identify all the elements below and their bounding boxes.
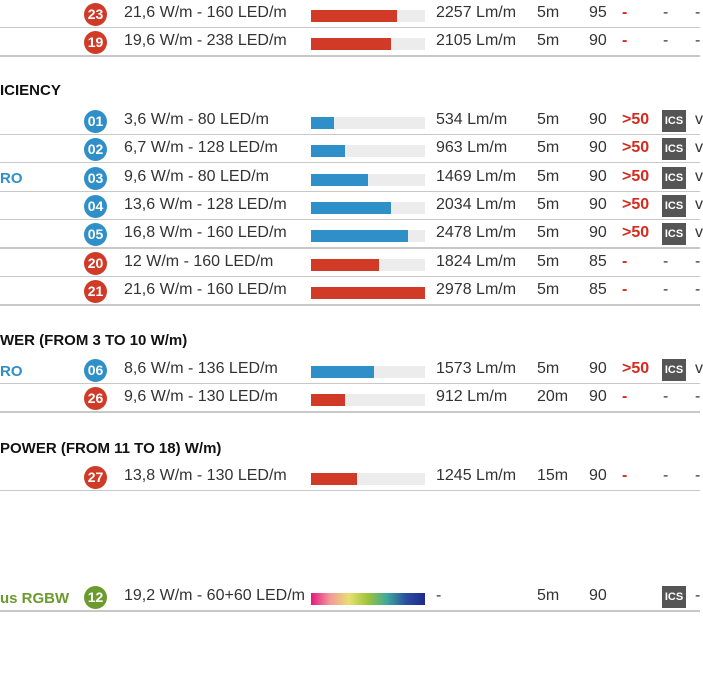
extra-column-value: - [695,388,701,405]
divider [0,56,700,57]
reel-length: 5m [537,360,560,377]
side-label-ro: RO [0,363,23,380]
luminous-flux-bar-fill [311,593,425,605]
luminous-flux-bar-fill [311,366,374,378]
row-divider [0,304,700,305]
reel-length: 5m [537,111,560,128]
extra-column-value: - [695,32,701,49]
divider [0,611,700,612]
extra-column-value: - [695,281,701,298]
reel-length: 5m [537,32,560,49]
power-spec: 21,6 W/m - 160 LED/m [124,4,287,21]
table-row [0,220,703,248]
luminous-flux-bar [311,174,425,186]
table-row [0,28,700,56]
lifetime-value: >50 [622,168,650,185]
cri-value: 90 [589,168,607,185]
reel-length: 5m [537,253,560,270]
power-spec: 3,6 W/m - 80 LED/m [124,111,269,128]
lifetime-value: - [622,281,628,298]
divider [0,412,700,413]
power-spec: 13,8 W/m - 130 LED/m [124,467,287,484]
extra-column-value: v [695,139,703,156]
row-divider [0,55,700,56]
luminous-flux-bar-fill [311,38,391,50]
luminous-flux-bar [311,473,425,485]
table-row [0,463,700,491]
lifetime-value: >50 [622,111,650,128]
product-number-badge: 12 [84,586,107,609]
table-row [0,356,703,384]
cri-value: 90 [589,224,607,241]
power-spec: 19,6 W/m - 238 LED/m [124,32,287,49]
extra-column-value: v [695,224,703,241]
extra-column-value: v [695,360,703,377]
reel-length: 5m [537,4,560,21]
lumens-value: 2105 Lm/m [436,32,517,49]
lifetime-value: - [622,4,628,21]
table-row [0,583,700,611]
luminous-flux-bar-fill [311,230,408,242]
row-divider [0,247,700,248]
reel-length: 5m [537,139,560,156]
product-number-badge: 03 [84,167,107,190]
lumens-value: 2978 Lm/m [436,281,517,298]
table-row [0,135,703,163]
cri-value: 85 [589,253,607,270]
luminous-flux-bar-fill [311,145,345,157]
extra-column-value: v [695,196,703,213]
ics-empty: - [663,388,669,405]
reel-length: 5m [537,224,560,241]
section-heading-efficiency: ICIENCY [0,82,61,99]
luminous-flux-bar-fill [311,10,397,22]
luminous-flux-bar [311,366,425,378]
luminous-flux-bar-fill [311,287,425,299]
power-spec: 19,2 W/m - 60+60 LED/m [124,587,305,604]
lifetime-value: >50 [622,224,650,241]
power-spec: 16,8 W/m - 160 LED/m [124,224,287,241]
lifetime-value: - [622,467,628,484]
ics-badge: ICS [662,359,686,381]
product-number-badge: 27 [84,466,107,489]
product-number-badge: 05 [84,223,107,246]
lifetime-value: - [622,253,628,270]
ics-badge: ICS [662,195,686,217]
extra-column-value: - [695,467,701,484]
lumens-value: 1573 Lm/m [436,360,517,377]
product-number-badge: 19 [84,31,107,54]
section-heading-power-3-10: WER (FROM 3 TO 10 W/m) [0,332,188,349]
luminous-flux-bar [311,38,425,50]
lumens-value: 2257 Lm/m [436,4,517,21]
divider [0,305,700,306]
product-number-badge: 01 [84,110,107,133]
extra-column-value: - [695,253,701,270]
luminous-flux-bar [311,394,425,406]
luminous-flux-bar [311,117,425,129]
lifetime-value: >50 [622,196,650,213]
ics-badge: ICS [662,167,686,189]
cri-value: 90 [589,360,607,377]
luminous-flux-bar-fill [311,202,391,214]
product-number-badge: 23 [84,3,107,26]
lumens-value: - [436,587,442,604]
lumens-value: 912 Lm/m [436,388,508,405]
power-spec: 12 W/m - 160 LED/m [124,253,274,270]
cri-value: 90 [589,587,607,604]
lifetime-value: >50 [622,139,650,156]
cri-value: 90 [589,196,607,213]
reel-length: 5m [537,587,560,604]
table-row [0,192,703,220]
table-row [0,107,703,135]
lumens-value: 1824 Lm/m [436,253,517,270]
power-spec: 9,6 W/m - 80 LED/m [124,168,269,185]
cri-value: 90 [589,467,607,484]
ics-empty: - [663,467,669,484]
cri-value: 90 [589,388,607,405]
ics-empty: - [663,253,669,270]
lumens-value: 1469 Lm/m [436,168,517,185]
luminous-flux-bar [311,230,425,242]
ics-badge: ICS [662,138,686,160]
ics-badge: ICS [662,110,686,132]
luminous-flux-bar [311,259,425,271]
product-number-badge: 02 [84,138,107,161]
luminous-flux-bar [311,287,425,299]
row-divider [0,490,700,491]
lifetime-value: >50 [622,360,650,377]
reel-length: 15m [537,467,569,484]
luminous-flux-bar-fill [311,174,368,186]
lumens-value: 963 Lm/m [436,139,508,156]
side-label-rgbw: us RGBW [0,590,70,607]
table-row [0,384,700,412]
product-number-badge: 26 [84,387,107,410]
row-divider [0,162,700,163]
table-row [0,249,700,277]
cri-value: 90 [589,32,607,49]
ics-empty: - [663,32,669,49]
luminous-flux-bar-fill [311,259,379,271]
table-row [0,277,700,305]
section-heading-power-11-18: POWER (FROM 11 TO 18) W/m) [0,440,222,457]
power-spec: 21,6 W/m - 160 LED/m [124,281,287,298]
extra-column-value: v [695,111,703,128]
luminous-flux-bar-fill [311,394,345,406]
side-label-ro: RO [0,170,23,187]
row-divider [0,610,700,611]
row-divider [0,411,700,412]
luminous-flux-bar [311,10,425,22]
power-spec: 6,7 W/m - 128 LED/m [124,139,278,156]
cri-value: 90 [589,111,607,128]
extra-column-value: - [695,587,701,604]
table-row [0,164,703,192]
luminous-flux-bar [311,145,425,157]
reel-length: 20m [537,388,569,405]
table-row [0,0,700,28]
lifetime-value: - [622,32,628,49]
lifetime-value: - [622,388,628,405]
power-spec: 13,6 W/m - 128 LED/m [124,196,287,213]
cri-value: 90 [589,139,607,156]
luminous-flux-bar-fill [311,473,357,485]
product-number-badge: 20 [84,252,107,275]
luminous-flux-bar-fill [311,117,334,129]
lumens-value: 534 Lm/m [436,111,508,128]
product-number-badge: 21 [84,280,107,303]
lumens-value: 2478 Lm/m [436,224,517,241]
cri-value: 85 [589,281,607,298]
product-number-badge: 04 [84,195,107,218]
extra-column-value: v [695,168,703,185]
product-number-badge: 06 [84,359,107,382]
luminous-flux-bar [311,202,425,214]
ics-badge: ICS [662,586,686,608]
reel-length: 5m [537,196,560,213]
ics-empty: - [663,281,669,298]
reel-length: 5m [537,281,560,298]
power-spec: 8,6 W/m - 136 LED/m [124,360,278,377]
lumens-value: 2034 Lm/m [436,196,517,213]
power-spec: 9,6 W/m - 130 LED/m [124,388,278,405]
luminous-flux-bar [311,593,425,605]
ics-badge: ICS [662,223,686,245]
reel-length: 5m [537,168,560,185]
cri-value: 95 [589,4,607,21]
extra-column-value: - [695,4,701,21]
lumens-value: 1245 Lm/m [436,467,517,484]
ics-empty: - [663,4,669,21]
